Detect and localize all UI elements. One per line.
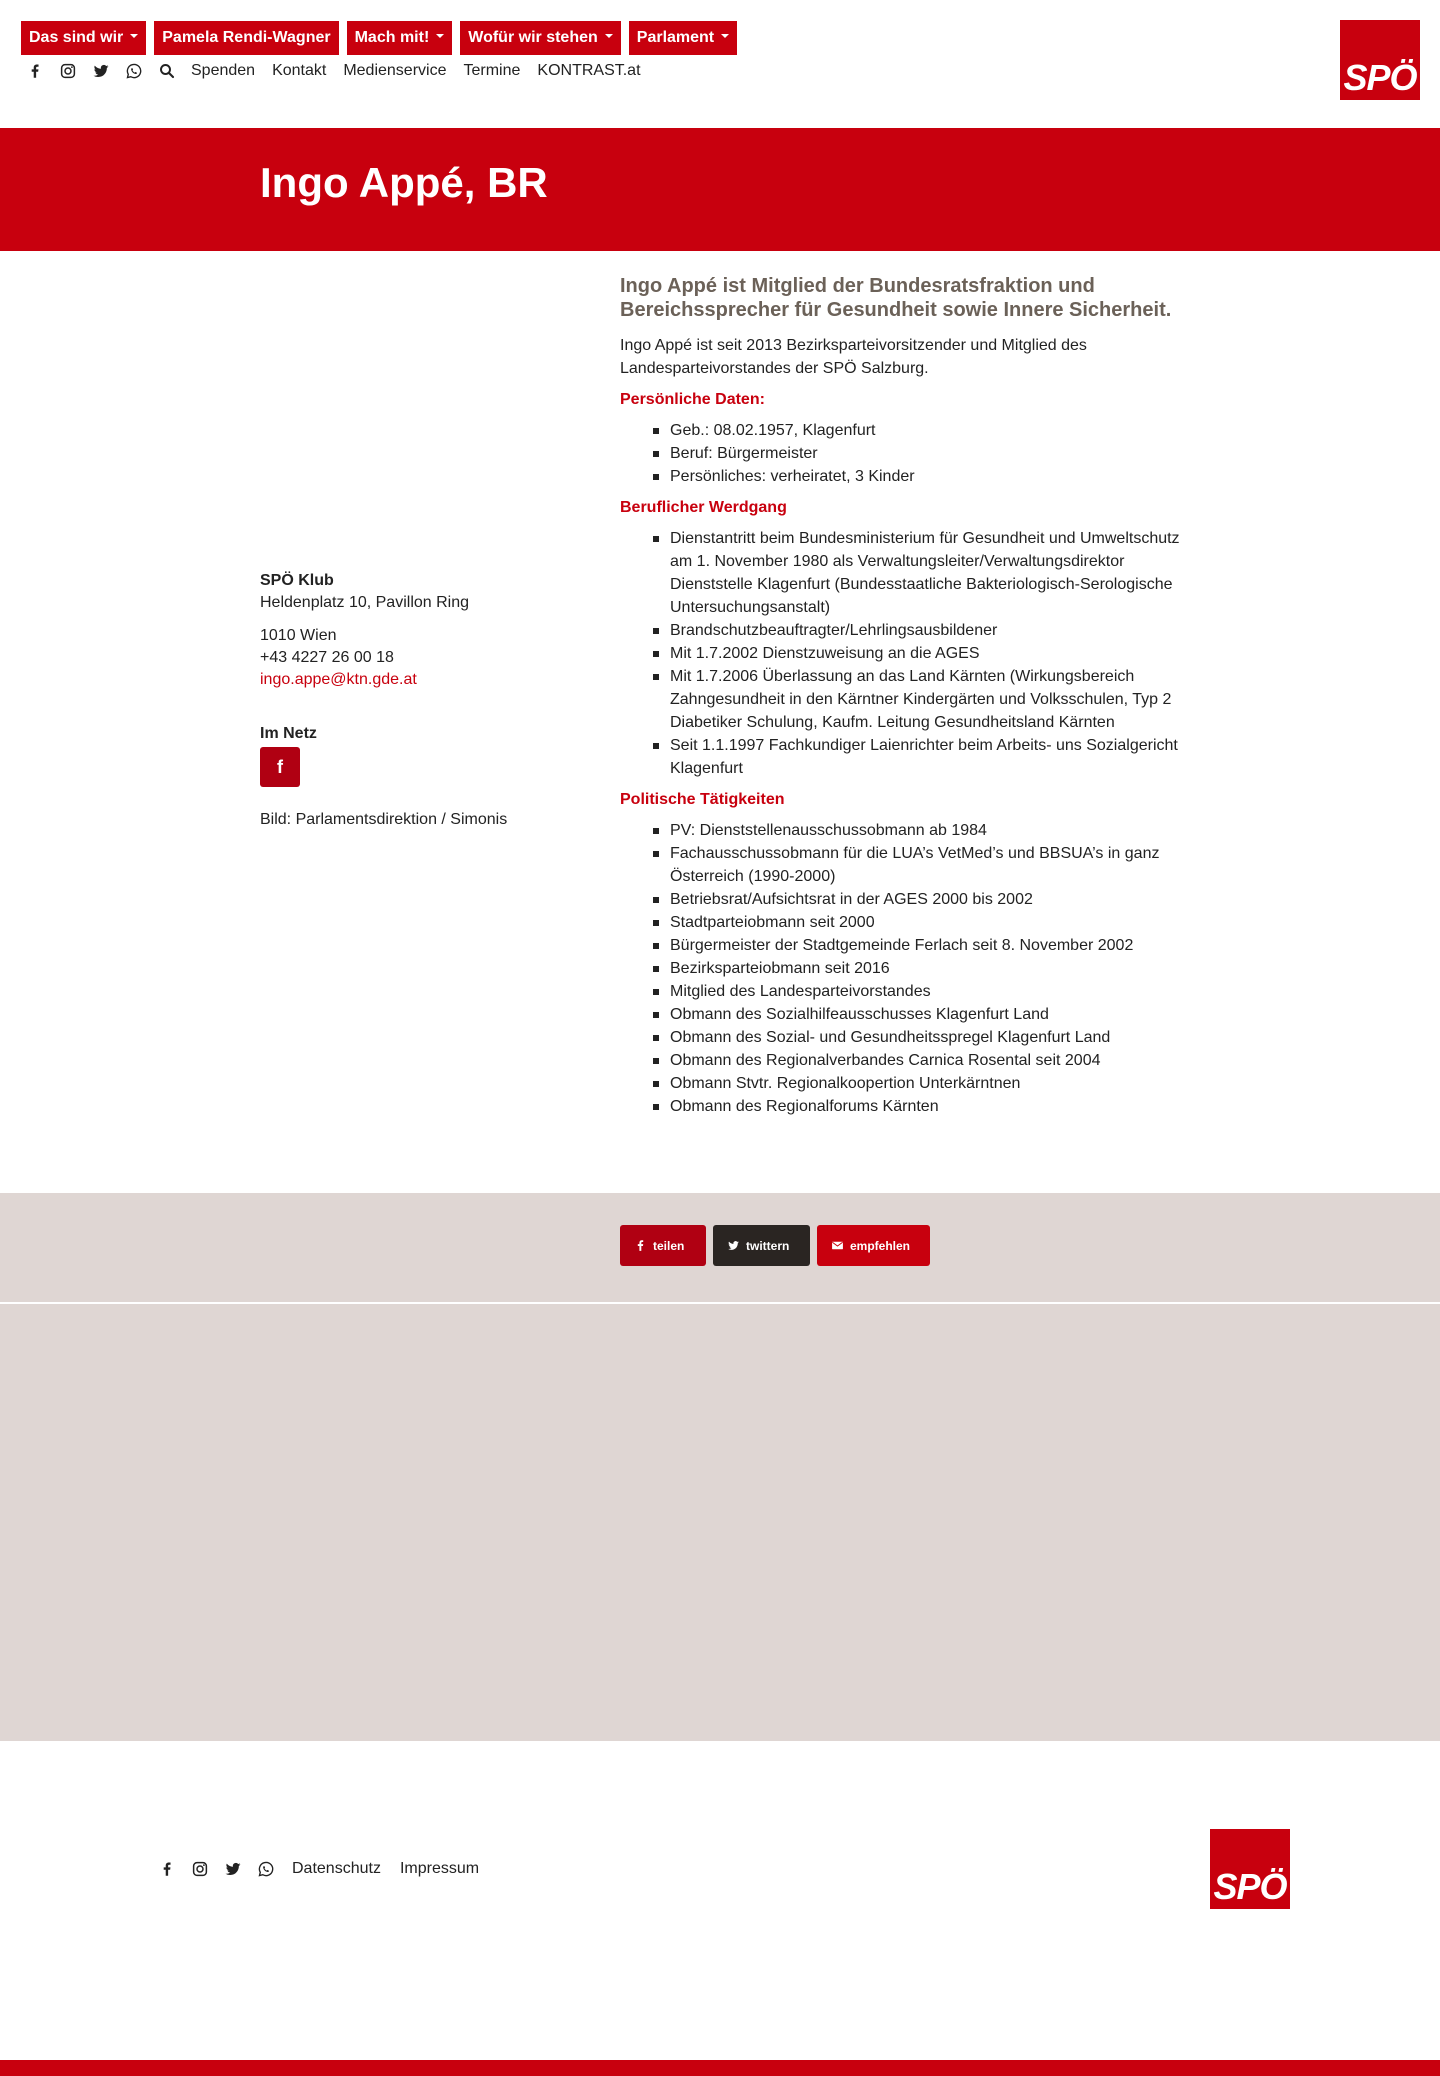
caret-down-icon (605, 34, 613, 38)
content-placeholder-band (0, 1304, 1440, 1741)
political-heading: Politische Tätigkeiten (620, 791, 785, 808)
list-item: Bezirksparteiobmann seit 2016 (670, 957, 1190, 980)
logo-text: SPÖ (1343, 57, 1417, 98)
link-medienservice[interactable]: Medienservice (343, 62, 447, 79)
contact-sidebar (260, 570, 580, 831)
list-item: Seit 1.1.1997 Fachkundiger Laienrichter beim Arbeits- uns Sozialgericht Klagenfurt (670, 734, 1190, 780)
personal-list (670, 419, 1190, 488)
list-item: Bürgermeister der Stadtgemeinde Ferlach seit 8. November 2002 (670, 934, 1190, 957)
share-label: teilen (653, 1238, 685, 1253)
bio-lead: Ingo Appé ist Mitglied der Bundesratsfraktion und Bereichssprecher für Gesundheit sowie Innere Sicherheit. (620, 275, 1172, 321)
link-kontakt[interactable]: Kontakt (272, 62, 327, 79)
list-item: Persönliches: verheiratet, 3 Kinder (670, 465, 1190, 488)
list-item: Obmann des Regionalverbandes Carnica Rosental seit 2004 (670, 1049, 1190, 1072)
twitter-icon[interactable] (92, 60, 125, 82)
bio-intro: Ingo Appé ist seit 2013 Bezirksparteivorsitzender und Mitglied des Landesparteivorstandes der SPÖ Salzburg. (620, 337, 1087, 377)
share-bar (0, 1193, 1440, 1302)
title-banner (0, 128, 1440, 251)
spoe-logo[interactable] (1340, 20, 1420, 100)
caret-down-icon (130, 34, 138, 38)
facebook-icon[interactable] (26, 60, 59, 82)
contact-phone: +43 4227 26 00 18 (260, 649, 394, 666)
logo-text: SPÖ (1213, 1866, 1287, 1907)
share-email-button[interactable] (817, 1225, 930, 1266)
caret-down-icon (436, 34, 444, 38)
footer-navigation (158, 1858, 496, 1880)
nav-wofuer-wir-stehen[interactable] (460, 21, 621, 55)
link-impressum[interactable]: Impressum (399, 1860, 480, 1877)
bottom-bar (0, 2060, 1440, 2076)
instagram-icon[interactable] (59, 60, 92, 82)
list-item: Obmann des Regionalforums Kärnten (670, 1095, 1190, 1118)
list-item: Obmann Stvtr. Regionalkoopertion Unterkärntnen (670, 1072, 1190, 1095)
facebook-icon (634, 1239, 647, 1252)
list-item: Geb.: 08.02.1957, Klagenfurt (670, 419, 1190, 442)
instagram-icon[interactable] (191, 1858, 224, 1880)
share-label: empfehlen (850, 1238, 911, 1253)
list-item: Fachausschussobmann für die LUA’s VetMed’s und BBSUA’s in ganz Österreich (1990-2000) (670, 842, 1190, 888)
twitter-icon[interactable] (224, 1858, 257, 1880)
spoe-logo-footer[interactable] (1210, 1829, 1290, 1909)
list-item: Mit 1.7.2002 Dienstzuweisung an die AGES (670, 642, 1190, 665)
site-header (0, 0, 1440, 128)
whatsapp-icon[interactable] (125, 60, 158, 82)
list-item: Beruf: Bürgermeister (670, 442, 1190, 465)
personal-heading: Persönliche Daten: (620, 391, 765, 408)
net-heading: Im Netz (260, 725, 317, 742)
nav-parlament[interactable] (629, 21, 737, 55)
main-navigation (21, 21, 737, 55)
nav-label: Parlament (636, 29, 715, 46)
mail-icon (831, 1239, 844, 1252)
nav-mach-mit[interactable] (347, 21, 453, 55)
nav-label: Mach mit! (354, 29, 430, 46)
list-item: Obmann des Sozialhilfeausschusses Klagenfurt Land (670, 1003, 1190, 1026)
link-spenden[interactable]: Spenden (191, 62, 256, 79)
share-label: twittern (746, 1238, 790, 1253)
nav-label: Pamela Rendi-Wagner (162, 29, 331, 46)
list-item: Obmann des Sozial- und Gesundheitsspregel Klagenfurt Land (670, 1026, 1190, 1049)
bio-content (620, 274, 1190, 1118)
page-title: Ingo Appé, BR (260, 159, 548, 206)
facebook-icon[interactable] (158, 1858, 191, 1880)
nav-pamela-rendi-wagner[interactable] (154, 21, 338, 55)
caret-down-icon (721, 34, 729, 38)
list-item: Mit 1.7.2006 Überlassung an das Land Kärnten (Wirkungsbereich Zahngesundheit in den Kärntner Kindergärten und Volksschulen, Typ 2 Diabetiker Schulung, Kaufm. Leitung Gesundheitsland Kärnten (670, 665, 1190, 734)
list-item: Stadtparteiobmann seit 2000 (670, 911, 1190, 934)
photo-credit: Bild: Parlamentsdirektion / Simonis (260, 811, 508, 828)
whatsapp-icon[interactable] (257, 1858, 290, 1880)
list-item: Mitglied des Landesparteivorstandes (670, 980, 1190, 1003)
political-list (670, 819, 1190, 1118)
nav-das-sind-wir[interactable] (21, 21, 146, 55)
career-list (670, 527, 1190, 780)
share-twitter-button[interactable] (713, 1225, 810, 1266)
list-item: Dienstantritt beim Bundesministerium für Gesundheit und Umweltschutz am 1. November 1980 als Verwaltungsleiter/Verwaltungsdirektor Dienststelle Klagenfurt (Bundesstaatliche Bakteriologisch-Serologische Untersuchungsanstalt) (670, 527, 1190, 619)
search-icon[interactable] (158, 60, 191, 82)
link-termine[interactable]: Termine (463, 62, 521, 79)
link-kontrast[interactable]: KONTRAST.at (537, 62, 641, 79)
career-heading: Beruflicher Werdgang (620, 499, 787, 516)
contact-email-link[interactable]: ingo.appe@ktn.gde.at (260, 671, 417, 688)
secondary-navigation (26, 60, 658, 82)
list-item: Brandschutzbeauftragter/Lehrlingsausbildener (670, 619, 1190, 642)
nav-label: Wofür wir stehen (468, 29, 598, 46)
contact-street: Heldenplatz 10, Pavillon Ring (260, 594, 470, 611)
facebook-profile-button[interactable] (260, 747, 300, 787)
link-datenschutz[interactable]: Datenschutz (292, 1860, 381, 1877)
share-facebook-button[interactable] (620, 1225, 706, 1266)
nav-label: Das sind wir (29, 29, 124, 46)
list-item: PV: Dienststellenausschussobmann ab 1984 (670, 819, 1190, 842)
list-item: Betriebsrat/Aufsichtsrat in der AGES 2000 bis 2002 (670, 888, 1190, 911)
contact-org: SPÖ Klub (260, 572, 334, 589)
contact-city: 1010 Wien (260, 627, 337, 644)
twitter-icon (727, 1239, 740, 1252)
facebook-icon: f (277, 756, 283, 777)
